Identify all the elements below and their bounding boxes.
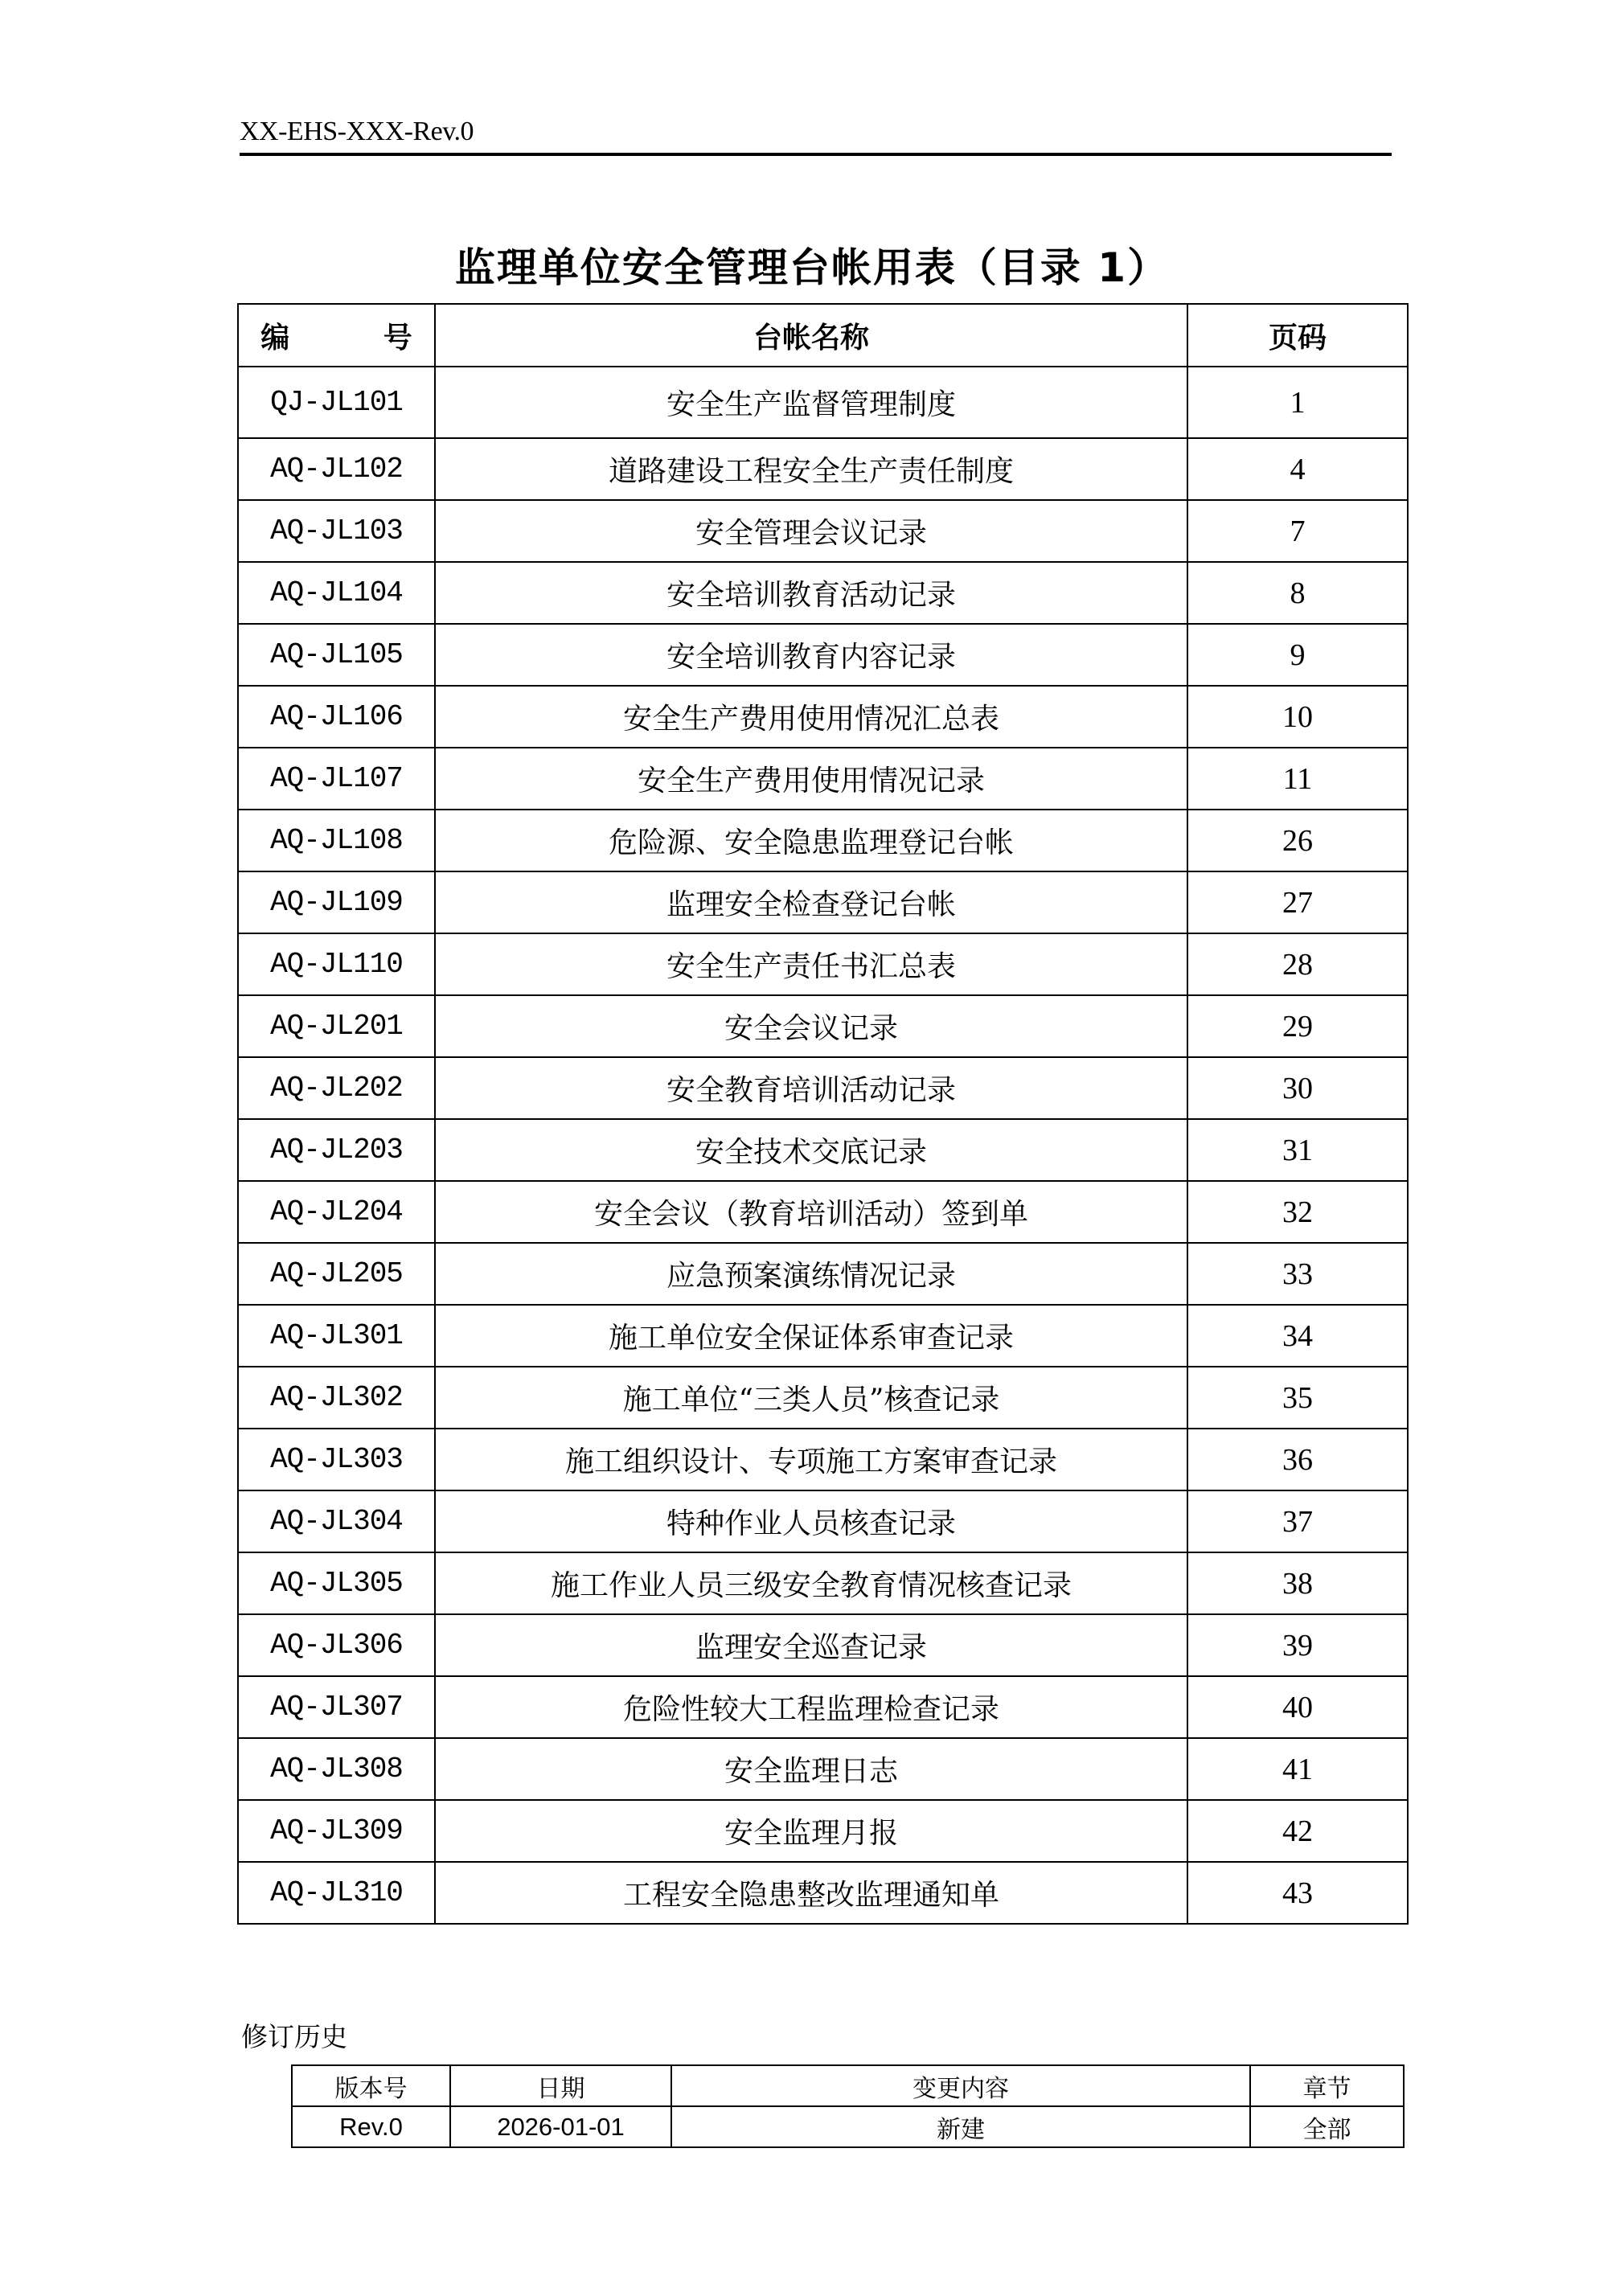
ledger-code: AQ-JL109 — [238, 871, 435, 933]
ledger-name: 安全培训教育活动记录 — [435, 562, 1187, 624]
ledger-code: AQ-JL304 — [238, 1490, 435, 1552]
ledger-name: 安全生产费用使用情况汇总表 — [435, 686, 1187, 748]
ledger-name: 施工作业人员三级安全教育情况核查记录 — [435, 1552, 1187, 1614]
ledger-code: AQ-JL110 — [238, 933, 435, 995]
ledger-name: 特种作业人员核查记录 — [435, 1490, 1187, 1552]
ledger-name: 危险性较大工程监理检查记录 — [435, 1676, 1187, 1738]
ledger-code: AQ-JL202 — [238, 1057, 435, 1119]
column-header-page: 页码 — [1187, 304, 1408, 367]
ledger-page: 27 — [1187, 871, 1408, 933]
ledger-code: AQ-JL310 — [238, 1862, 435, 1924]
ledger-page: 1 — [1187, 367, 1408, 438]
ledger-page: 39 — [1187, 1614, 1408, 1676]
table-row — [238, 1676, 1408, 1738]
table-row — [238, 1181, 1408, 1243]
ledger-code: AQ-JL309 — [238, 1800, 435, 1862]
ledger-page: 4 — [1187, 438, 1408, 500]
ledger-code: AQ-JL301 — [238, 1305, 435, 1367]
ledger-code: AQ-JL108 — [238, 810, 435, 871]
table-row — [238, 1738, 1408, 1800]
table-row — [238, 1243, 1408, 1305]
page-title: 监理单位安全管理台帐用表（目录 1） — [454, 244, 1170, 291]
table-row — [238, 562, 1408, 624]
ledger-name: 安全管理会议记录 — [435, 500, 1187, 562]
ledger-name: 监理安全检查登记台帐 — [435, 871, 1187, 933]
ledger-code: AQ-JL308 — [238, 1738, 435, 1800]
revision-change: 新建 — [671, 2106, 1250, 2147]
ledger-page: 36 — [1187, 1429, 1408, 1490]
table-header-row — [238, 304, 1408, 367]
ledger-name: 监理安全巡查记录 — [435, 1614, 1187, 1676]
column-header-section: 章节 — [1250, 2065, 1404, 2106]
table-row — [238, 1429, 1408, 1490]
ledger-page: 30 — [1187, 1057, 1408, 1119]
revision-header-row — [292, 2065, 1404, 2106]
ledger-page: 9 — [1187, 624, 1408, 686]
ledger-name: 施工单位安全保证体系审查记录 — [435, 1305, 1187, 1367]
ledger-code: AQ-JL102 — [238, 438, 435, 500]
ledger-page: 8 — [1187, 562, 1408, 624]
column-header-name: 台帐名称 — [435, 304, 1187, 367]
table-row — [238, 810, 1408, 871]
ledger-name: 工程安全隐患整改监理通知单 — [435, 1862, 1187, 1924]
ledger-name: 道路建设工程安全生产责任制度 — [435, 438, 1187, 500]
document-header — [240, 114, 1392, 156]
table-row — [238, 500, 1408, 562]
ledger-code: AQ-JL303 — [238, 1429, 435, 1490]
revision-history-label: 修订历史 — [241, 2021, 347, 2052]
table-row — [238, 624, 1408, 686]
ledger-page: 33 — [1187, 1243, 1408, 1305]
table-row — [238, 438, 1408, 500]
table-row — [238, 933, 1408, 995]
ledger-name: 危险源、安全隐患监理登记台帐 — [435, 810, 1187, 871]
ledger-code: AQ-JL106 — [238, 686, 435, 748]
table-row — [238, 686, 1408, 748]
ledger-page: 41 — [1187, 1738, 1408, 1800]
ledger-index-table — [237, 303, 1409, 1925]
revision-version: Rev.0 — [292, 2106, 450, 2147]
ledger-name: 安全技术交底记录 — [435, 1119, 1187, 1181]
revision-history-table — [291, 2064, 1405, 2148]
ledger-code: AQ-JL105 — [238, 624, 435, 686]
ledger-code: AQ-JL305 — [238, 1552, 435, 1614]
revision-date: 2026-01-01 — [450, 2106, 671, 2147]
ledger-code: AQ-JL107 — [238, 748, 435, 810]
table-row — [238, 367, 1408, 438]
ledger-code: AQ-JL307 — [238, 1676, 435, 1738]
ledger-code: AQ-JL103 — [238, 500, 435, 562]
ledger-page: 26 — [1187, 810, 1408, 871]
ledger-page: 11 — [1187, 748, 1408, 810]
column-header-version: 版本号 — [292, 2065, 450, 2106]
table-row — [238, 1552, 1408, 1614]
document-code: XX-EHS-XXX-Rev.0 — [240, 117, 474, 146]
ledger-name: 安全生产监督管理制度 — [435, 367, 1187, 438]
table-row — [238, 1119, 1408, 1181]
column-header-code: 编 号 — [238, 304, 435, 367]
ledger-code: AQ-JL201 — [238, 995, 435, 1057]
table-row — [238, 1057, 1408, 1119]
ledger-page: 38 — [1187, 1552, 1408, 1614]
ledger-name: 安全会议（教育培训活动）签到单 — [435, 1181, 1187, 1243]
table-row — [238, 1367, 1408, 1429]
ledger-name: 安全生产责任书汇总表 — [435, 933, 1187, 995]
table-row — [238, 995, 1408, 1057]
ledger-code: QJ-JL101 — [238, 367, 435, 438]
ledger-name: 安全生产费用使用情况记录 — [435, 748, 1187, 810]
column-header-date: 日期 — [450, 2065, 671, 2106]
ledger-page: 32 — [1187, 1181, 1408, 1243]
ledger-code: AQ-JL204 — [238, 1181, 435, 1243]
table-row — [238, 1800, 1408, 1862]
ledger-name: 安全监理日志 — [435, 1738, 1187, 1800]
ledger-name: 安全监理月报 — [435, 1800, 1187, 1862]
ledger-name: 施工组织设计、专项施工方案审查记录 — [435, 1429, 1187, 1490]
ledger-page: 43 — [1187, 1862, 1408, 1924]
ledger-page: 31 — [1187, 1119, 1408, 1181]
table-row — [238, 1305, 1408, 1367]
ledger-code: AQ-JL306 — [238, 1614, 435, 1676]
ledger-page: 29 — [1187, 995, 1408, 1057]
table-row — [238, 871, 1408, 933]
ledger-page: 37 — [1187, 1490, 1408, 1552]
ledger-name: 安全培训教育内容记录 — [435, 624, 1187, 686]
ledger-page: 10 — [1187, 686, 1408, 748]
column-header-change: 变更内容 — [671, 2065, 1250, 2106]
table-body — [238, 367, 1408, 1924]
ledger-page: 42 — [1187, 1800, 1408, 1862]
ledger-name: 安全会议记录 — [435, 995, 1187, 1057]
ledger-name: 应急预案演练情况记录 — [435, 1243, 1187, 1305]
ledger-name: 安全教育培训活动记录 — [435, 1057, 1187, 1119]
revision-section: 全部 — [1250, 2106, 1404, 2147]
ledger-code: AQ-JL203 — [238, 1119, 435, 1181]
ledger-name: 施工单位“三类人员”核查记录 — [435, 1367, 1187, 1429]
ledger-code: AQ-JL205 — [238, 1243, 435, 1305]
revision-row — [292, 2106, 1404, 2147]
ledger-page: 28 — [1187, 933, 1408, 995]
table-row — [238, 1862, 1408, 1924]
ledger-page: 7 — [1187, 500, 1408, 562]
table-row — [238, 1614, 1408, 1676]
table-row — [238, 748, 1408, 810]
table-row — [238, 1490, 1408, 1552]
ledger-code: AQ-JL104 — [238, 562, 435, 624]
ledger-page: 34 — [1187, 1305, 1408, 1367]
ledger-code: AQ-JL302 — [238, 1367, 435, 1429]
ledger-page: 40 — [1187, 1676, 1408, 1738]
ledger-page: 35 — [1187, 1367, 1408, 1429]
